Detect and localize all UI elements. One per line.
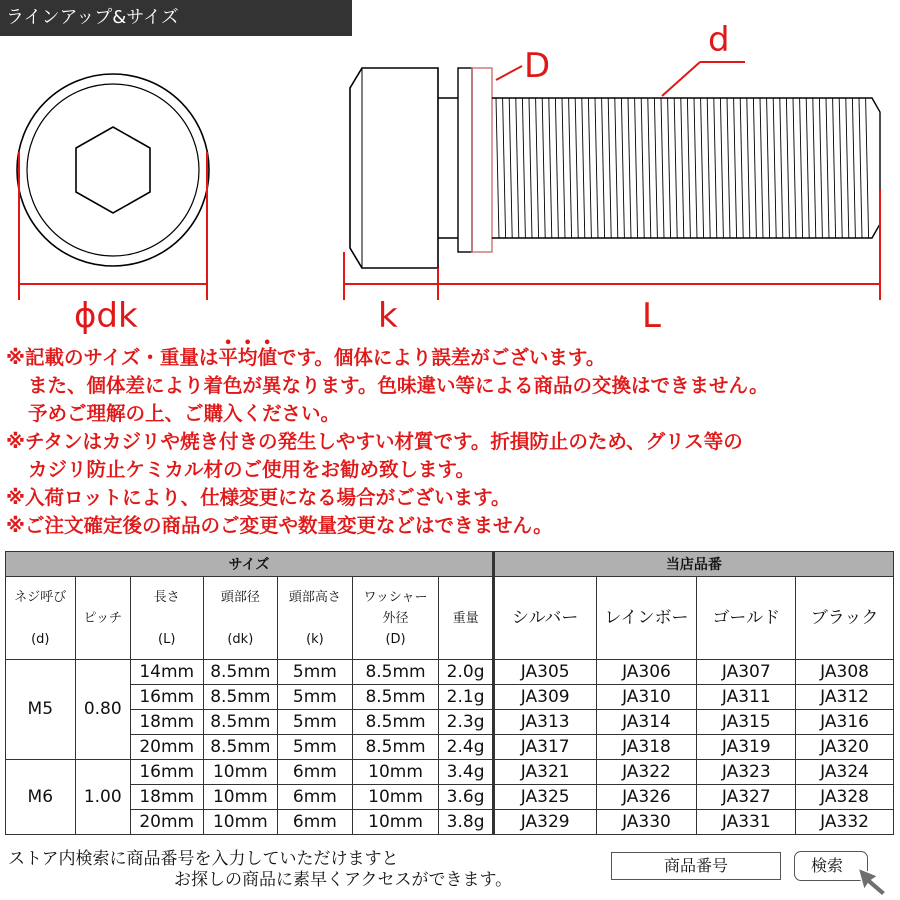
- product-code-cell: JA322: [596, 760, 697, 785]
- spec-cell: 18mm: [130, 710, 203, 735]
- product-code-cell: JA327: [697, 785, 796, 810]
- search-button[interactable]: 検索: [794, 851, 868, 881]
- thread-line: [654, 98, 657, 238]
- spec-cell: 16mm: [130, 760, 203, 785]
- note-line: ※ご注文確定後の商品のご変更や数量変更などはできません。: [6, 514, 553, 537]
- product-code-cell: JA330: [596, 810, 697, 835]
- thread-line: [714, 98, 717, 238]
- thread-line: [734, 98, 737, 238]
- thread-line: [826, 98, 829, 238]
- pitch-cell: 0.80: [75, 660, 130, 760]
- col-washer: ワッシャー 外径 (D): [352, 577, 439, 660]
- table-row: [6, 810, 894, 835]
- note-line: また、個体差により着色が異なります。色味違い等による商品の交換はできません。: [28, 374, 769, 397]
- thread-line: [819, 98, 822, 238]
- product-code-cell: JA329: [493, 810, 596, 835]
- table-row: [6, 735, 894, 760]
- product-code-cell: JA324: [796, 760, 894, 785]
- spec-cell: 14mm: [130, 660, 203, 685]
- thread-line: [562, 98, 565, 238]
- spec-cell: 3.4g: [439, 760, 493, 785]
- product-code-cell: JA321: [493, 760, 596, 785]
- product-code-search-input[interactable]: 商品番号: [611, 852, 781, 880]
- spec-cell: 8.5mm: [352, 660, 439, 685]
- table-row: [6, 760, 894, 785]
- spec-cell: 10mm: [352, 810, 439, 835]
- thread-line: [747, 98, 750, 238]
- size-table: [5, 551, 894, 835]
- spec-cell: 2.3g: [439, 710, 493, 735]
- spec-cell: 5mm: [278, 685, 353, 710]
- spec-cell: 8.5mm: [203, 735, 278, 760]
- note-line: 予めご理解の上、ご購入ください。: [28, 402, 341, 425]
- spec-cell: 8.5mm: [352, 735, 439, 760]
- thread-line: [852, 98, 855, 238]
- thread-line: [687, 98, 690, 238]
- spec-cell: 8.5mm: [203, 685, 278, 710]
- thread-line: [800, 98, 803, 238]
- thread-line: [516, 98, 519, 238]
- thread-line: [760, 98, 763, 238]
- col-pitch: ピッチ: [75, 577, 130, 660]
- thread-line: [866, 98, 869, 238]
- thread-line: [549, 98, 552, 238]
- note-line: カジリ防止ケミカル材のご使用をお勧め致します。: [28, 458, 475, 481]
- dk-label: ϕdk: [74, 296, 138, 336]
- col-weight: 重量: [439, 577, 493, 660]
- thread-line: [661, 98, 664, 238]
- thread-line: [522, 98, 525, 238]
- spec-cell: 2.4g: [439, 735, 493, 760]
- bolt-side-view: [350, 68, 880, 268]
- spec-cell: 2.1g: [439, 685, 493, 710]
- product-code-cell: JA332: [796, 810, 894, 835]
- thread-line: [536, 98, 539, 238]
- col-thread: ネジ呼び (d): [6, 577, 76, 660]
- bolt-diagram: [0, 0, 900, 340]
- d-thread-leader: [662, 62, 700, 96]
- l-dimension: [438, 190, 880, 300]
- thread-line: [575, 98, 578, 238]
- col-head-height: 頭部高さ (k): [278, 577, 353, 660]
- spec-cell: 3.6g: [439, 785, 493, 810]
- thread-line: [740, 98, 743, 238]
- product-code-cell: JA318: [596, 735, 697, 760]
- product-code-cell: JA320: [796, 735, 894, 760]
- spec-cell: 8.5mm: [203, 660, 278, 685]
- product-code-cell: JA314: [596, 710, 697, 735]
- thread-line: [839, 98, 842, 238]
- thread-line: [529, 98, 532, 238]
- thread-line: [773, 98, 776, 238]
- footer-text: [8, 849, 512, 891]
- thread-line: [569, 98, 572, 238]
- spec-cell: 8.5mm: [352, 710, 439, 735]
- footer-line-1: ストア内検索に商品番号を入力していただけますと: [8, 849, 399, 869]
- d-thread-label: d: [708, 20, 730, 60]
- product-code-cell: JA331: [697, 810, 796, 835]
- thread-line: [648, 98, 651, 238]
- spec-cell: 6mm: [278, 760, 353, 785]
- spec-cell: 16mm: [130, 685, 203, 710]
- thread-line: [767, 98, 770, 238]
- head-inner-circle: [27, 84, 199, 256]
- notes-block: [6, 344, 898, 540]
- thread-line: [621, 98, 624, 238]
- thread-line: [813, 98, 816, 238]
- thread-line: [608, 98, 611, 238]
- product-code-cell: JA307: [697, 660, 796, 685]
- washer-outline: [472, 68, 492, 252]
- product-code-cell: JA316: [796, 710, 894, 735]
- table-row: [6, 710, 894, 735]
- thread-line: [641, 98, 644, 238]
- product-code-cell: JA323: [697, 760, 796, 785]
- spec-cell: 5mm: [278, 735, 353, 760]
- thread-line: [793, 98, 796, 238]
- product-code-cell: JA308: [796, 660, 894, 685]
- codes-group-header: 当店品番: [493, 552, 893, 577]
- spec-cell: 8.5mm: [352, 685, 439, 710]
- thread-line: [509, 98, 512, 238]
- thread-line: [846, 98, 849, 238]
- product-code-cell: JA311: [697, 685, 796, 710]
- spec-cell: 10mm: [352, 760, 439, 785]
- table-row: [6, 785, 894, 810]
- product-code-cell: JA313: [493, 710, 596, 735]
- size-group-header: サイズ: [6, 552, 494, 577]
- k-dimension: [344, 252, 438, 300]
- product-code-cell: JA309: [493, 685, 596, 710]
- thread-line: [668, 98, 671, 238]
- thread-cell: M6: [6, 760, 76, 835]
- head-outer-circle: [17, 74, 209, 266]
- thread-line: [503, 98, 506, 238]
- col-gold: ゴールド: [697, 577, 796, 660]
- k-label: k: [378, 296, 398, 336]
- thread-line: [694, 98, 697, 238]
- d-washer-label: D: [524, 46, 551, 86]
- l-label: L: [642, 296, 661, 336]
- col-rainbow: レインボー: [596, 577, 697, 660]
- spec-cell: 10mm: [203, 785, 278, 810]
- thread-cell: M5: [6, 660, 76, 760]
- spec-cell: 5mm: [278, 710, 353, 735]
- thread-line: [555, 98, 558, 238]
- washer-side: [458, 68, 472, 252]
- thread-line: [780, 98, 783, 238]
- section-title: ラインアップ&サイズ: [6, 7, 179, 28]
- note-line: ※チタンはカジリや焼き付きの発生しやすい材質です。折損防止のため、グリス等の: [6, 430, 743, 453]
- col-black: ブラック: [796, 577, 894, 660]
- col-silver: シルバー: [493, 577, 596, 660]
- thread-line: [602, 98, 605, 238]
- thread-line: [496, 98, 499, 238]
- col-length: 長さ (L): [130, 577, 203, 660]
- hex-socket-icon: [76, 127, 150, 213]
- product-code-cell: JA317: [493, 735, 596, 760]
- thread-line: [674, 98, 677, 238]
- thread-line: [588, 98, 591, 238]
- thread-line: [681, 98, 684, 238]
- spec-cell: 5mm: [278, 660, 353, 685]
- note-line: ※記載のサイズ・重量は平均値です。個体により誤差がございます。: [6, 346, 606, 369]
- thread-line: [707, 98, 710, 238]
- spec-cell: 2.0g: [439, 660, 493, 685]
- product-code-cell: JA306: [596, 660, 697, 685]
- spec-cell: 6mm: [278, 810, 353, 835]
- product-code-cell: JA312: [796, 685, 894, 710]
- thread-line: [542, 98, 545, 238]
- thread-line: [701, 98, 704, 238]
- d-washer-leader: [496, 66, 522, 80]
- spec-cell: 6mm: [278, 785, 353, 810]
- thread-line: [720, 98, 723, 238]
- table-row: [6, 685, 894, 710]
- thread-line: [628, 98, 631, 238]
- product-code-cell: JA328: [796, 785, 894, 810]
- product-code-cell: JA319: [697, 735, 796, 760]
- thread-line: [806, 98, 809, 238]
- product-code-cell: JA325: [493, 785, 596, 810]
- thread-line: [786, 98, 789, 238]
- thread-line: [582, 98, 585, 238]
- footer-line-2: お探しの商品に素早くアクセスができます。: [174, 870, 513, 890]
- product-code-cell: JA326: [596, 785, 697, 810]
- col-head-dia: 頭部径 (dk): [203, 577, 278, 660]
- product-code-cell: JA310: [596, 685, 697, 710]
- spec-cell: 10mm: [203, 760, 278, 785]
- note-line: ※入荷ロットにより、仕様変更になる場合がございます。: [6, 486, 511, 509]
- thread-line: [859, 98, 862, 238]
- thread-line: [595, 98, 598, 238]
- spec-cell: 20mm: [130, 735, 203, 760]
- thread-line: [635, 98, 638, 238]
- thread-line: [833, 98, 836, 238]
- spec-cell: 3.8g: [439, 810, 493, 835]
- spec-cell: 18mm: [130, 785, 203, 810]
- thread-line: [727, 98, 730, 238]
- spec-cell: 8.5mm: [203, 710, 278, 735]
- spec-cell: 10mm: [352, 785, 439, 810]
- table-row: [6, 660, 894, 685]
- thread-line: [615, 98, 618, 238]
- pitch-cell: 1.00: [75, 760, 130, 835]
- bolt-head-side: [350, 68, 438, 268]
- spec-cell: 10mm: [203, 810, 278, 835]
- product-code-cell: JA305: [493, 660, 596, 685]
- bolt-head-top-view: [17, 74, 209, 266]
- cursor-arrow-icon: [856, 866, 890, 898]
- product-code-cell: JA315: [697, 710, 796, 735]
- thread-line: [753, 98, 756, 238]
- spec-cell: 20mm: [130, 810, 203, 835]
- thread-lines: [496, 98, 869, 238]
